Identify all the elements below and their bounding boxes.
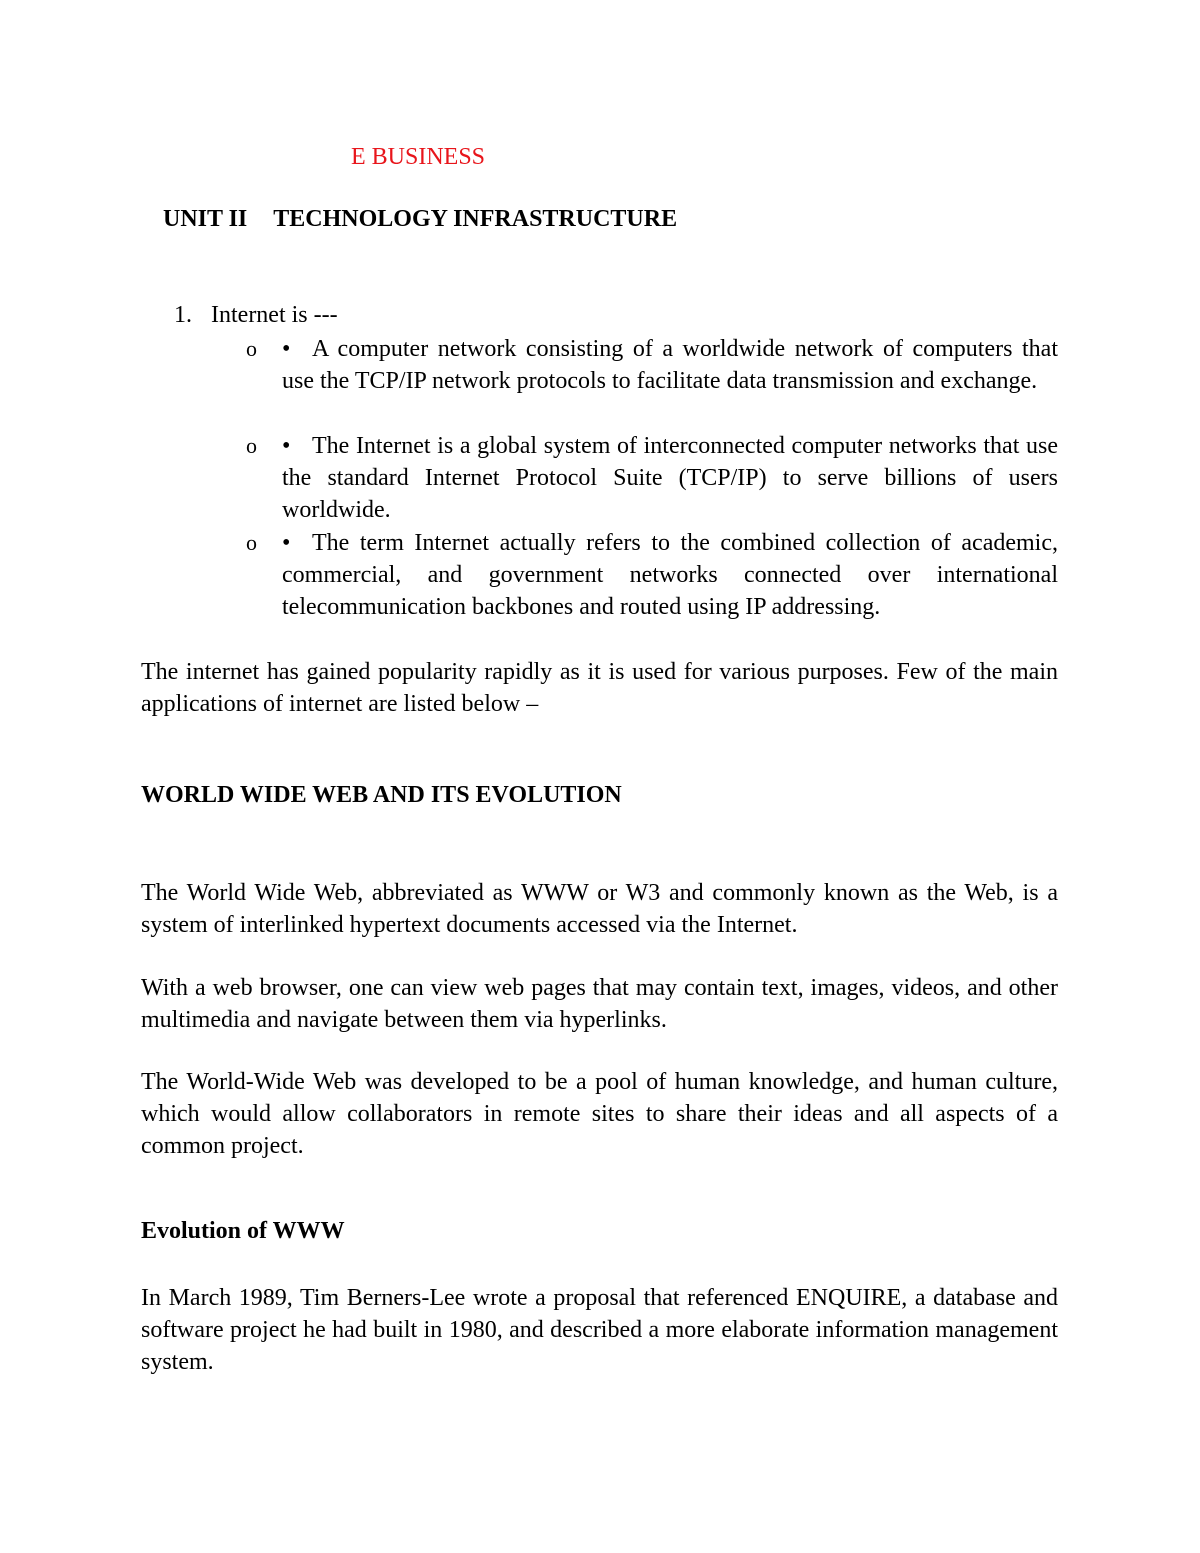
list-item — [282, 333, 1058, 397]
list-item — [282, 430, 1058, 526]
list-item — [282, 527, 1058, 623]
list-marker-circle: o — [246, 336, 257, 361]
list-marker-circle: o — [246, 530, 257, 555]
document-title: E BUSINESS — [351, 144, 486, 170]
www-paragraph-2: With a web browser, one can view web pages that may contain text, images, videos, and other multimedia and navigate between them via hyperlinks. — [141, 975, 1058, 1033]
www-heading: WORLD WIDE WEB AND ITS EVOLUTION — [141, 782, 622, 808]
intro-paragraph: The internet has gained popularity rapidly as it is used for various purposes. Few of the main applications of internet are listed below – — [141, 659, 1058, 717]
evolution-heading: Evolution of WWW — [141, 1218, 345, 1244]
list-heading: Internet is --- — [211, 302, 338, 328]
bullet-icon: • — [282, 530, 291, 556]
bullet-icon: • — [282, 433, 291, 459]
www-paragraph-1: The World Wide Web, abbreviated as WWW or W3 and commonly known as the Web, is a system of interlinked hypertext documents accessed via the Internet. — [141, 880, 1058, 938]
www-paragraph-3: The World-Wide Web was developed to be a pool of human knowledge, and human culture, which would allow collaborators in remote sites to share their ideas and all aspects of a common project. — [141, 1069, 1058, 1159]
list-number: 1. — [174, 302, 192, 328]
unit-label: UNIT II — [163, 206, 248, 232]
bullet-icon: • — [282, 336, 291, 362]
unit-title: TECHNOLOGY INFRASTRUCTURE — [273, 206, 678, 232]
list-marker-circle: o — [246, 433, 257, 458]
evolution-paragraph: In March 1989, Tim Berners-Lee wrote a proposal that referenced ENQUIRE, a database and software project he had built in 1980, and described a more elaborate information management system. — [141, 1285, 1058, 1375]
list-item-text: The Internet is a global system of interconnected computer networks that use the standard Internet Protocol Suite (TCP/IP) to serve billions of users worldwide. — [282, 433, 1058, 523]
list-item-text: A computer network consisting of a worldwide network of computers that use the TCP/IP network protocols to facilitate data transmission and exchange. — [282, 336, 1058, 394]
unit-heading — [163, 206, 677, 233]
list-item-text: The term Internet actually refers to the combined collection of academic, commercial, and government networks connected over international telecommunication backbones and routed using IP addressing. — [282, 530, 1058, 620]
